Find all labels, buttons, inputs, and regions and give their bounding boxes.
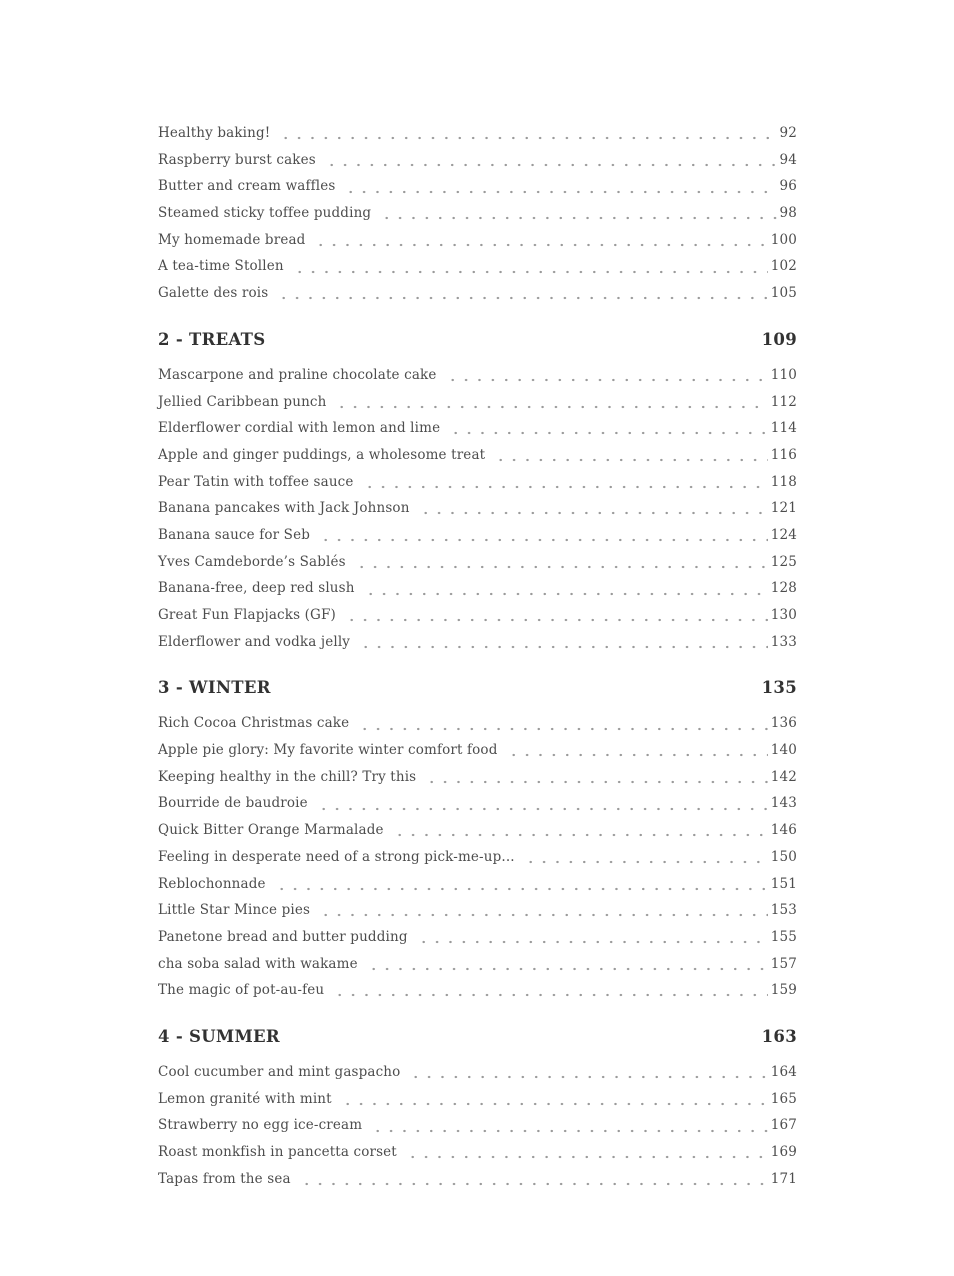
toc-entry-row: [158, 120, 797, 147]
entry-title: Healthy baking!: [158, 125, 271, 141]
section-page-number: 109: [761, 329, 797, 349]
entry-title: Strawberry no egg ice-cream: [158, 1117, 363, 1134]
entry-title: Banana pancakes with Jack Johnson: [158, 500, 410, 517]
toc-entry-row: [158, 817, 797, 844]
dot-leader-icon: [356, 710, 768, 737]
entry-page-number: 136: [770, 715, 797, 732]
dot-leader-icon: [277, 120, 776, 147]
entry-page-number: 164: [770, 1063, 797, 1080]
entry-title: Mascarpone and praline chocolate cake: [158, 366, 437, 383]
dot-leader-icon: [291, 253, 768, 280]
entry-page-number: 94: [779, 151, 797, 168]
dot-leader-icon: [365, 951, 768, 978]
section-heading-row: [158, 326, 797, 353]
entry-page-number: 155: [770, 928, 797, 945]
toc-entry-row: [158, 362, 797, 389]
section-title: 4 - SUMMER: [158, 1026, 280, 1046]
dot-leader-icon: [323, 147, 777, 174]
dot-leader-icon: [333, 389, 767, 416]
section-page-number: 163: [761, 1026, 797, 1046]
entry-page-number: 121: [770, 500, 797, 517]
entry-page-number: 153: [770, 902, 797, 919]
entry-title: Pear Tatin with toffee sauce: [158, 473, 354, 490]
entry-page-number: 157: [770, 955, 797, 972]
dot-leader-icon: [369, 1112, 768, 1139]
entry-title: Lemon granité with mint: [158, 1090, 332, 1107]
dot-leader-icon: [378, 200, 776, 227]
dot-leader-icon: [339, 1086, 768, 1113]
entry-title: Galette des rois: [158, 285, 269, 302]
toc-entry-row: [158, 549, 797, 576]
toc-entry-row: [158, 629, 797, 656]
entry-title: Banana-free, deep red slush: [158, 580, 355, 597]
dot-leader-icon: [407, 1059, 767, 1086]
dot-leader-icon: [423, 764, 768, 791]
entry-title: cha soba salad with wakame: [158, 955, 358, 972]
toc-entry-row: [158, 844, 797, 871]
dot-leader-icon: [343, 602, 768, 629]
entry-page-number: 125: [770, 553, 797, 570]
toc-entry-row: [158, 1086, 797, 1113]
entry-page-number: 142: [770, 768, 797, 785]
entry-title: Banana sauce for Seb: [158, 526, 311, 543]
toc-entry-row: [158, 522, 797, 549]
toc-entry-row: [158, 389, 797, 416]
dot-leader-icon: [342, 173, 776, 200]
toc-entry-row: [158, 495, 797, 522]
entry-page-number: 98: [779, 205, 797, 222]
entry-title: Apple and ginger puddings, a wholesome treat: [158, 446, 486, 463]
toc-entry-row: [158, 710, 797, 737]
dot-leader-icon: [298, 1166, 768, 1193]
dot-leader-icon: [444, 362, 768, 389]
entry-page-number: 100: [770, 231, 797, 248]
toc-entry-row: [158, 147, 797, 174]
toc-entry-row: [158, 764, 797, 791]
entry-page-number: 143: [770, 795, 797, 812]
entry-title: Great Fun Flapjacks (GF): [158, 607, 336, 623]
entry-page-number: 133: [770, 633, 797, 650]
toc-entry-row: [158, 790, 797, 817]
toc-entry-row: [158, 1059, 797, 1086]
toc-entry-row: [158, 951, 797, 978]
entry-title: My homemade bread: [158, 231, 306, 248]
dot-leader-icon: [447, 415, 768, 442]
entry-title: Roast monkfish in pancetta corset: [158, 1144, 397, 1160]
toc-entry-row: [158, 227, 797, 254]
dot-leader-icon: [275, 280, 767, 307]
dot-leader-icon: [273, 871, 768, 898]
dot-leader-icon: [522, 844, 768, 871]
dot-leader-icon: [492, 442, 768, 469]
entry-title: Feeling in desperate need of a strong pick-me-up...: [158, 848, 515, 865]
dot-leader-icon: [317, 522, 768, 549]
entry-page-number: 128: [770, 580, 797, 597]
entry-title: Tapas from the sea: [158, 1170, 291, 1187]
dot-leader-icon: [353, 549, 768, 576]
toc-entry-row: [158, 442, 797, 469]
entry-page-number: 114: [770, 420, 797, 437]
dot-leader-icon: [505, 737, 768, 764]
toc-entry-row: [158, 469, 797, 496]
toc-entry-row: [158, 200, 797, 227]
entry-title: Little Star Mince pies: [158, 902, 311, 919]
toc-entry-row: [158, 173, 797, 200]
dot-leader-icon: [315, 790, 768, 817]
entry-title: Butter and cream waffles: [158, 178, 336, 195]
toc-entry-row: [158, 737, 797, 764]
entry-page-number: 92: [779, 125, 797, 141]
entry-page-number: 110: [770, 366, 797, 383]
section-heading-row: [158, 674, 797, 701]
entry-title: Panetone bread and butter pudding: [158, 928, 408, 945]
entry-page-number: 151: [770, 875, 797, 892]
toc-entry-row: [158, 253, 797, 280]
toc-entry-row: [158, 280, 797, 307]
toc-entry-row: [158, 1166, 797, 1193]
entry-title: The magic of pot-au-feu: [158, 982, 325, 999]
dot-leader-icon: [391, 817, 768, 844]
toc-entry-row: [158, 924, 797, 951]
entry-title: Yves Camdeborde’s Sablés: [158, 553, 346, 570]
entry-title: Jellied Caribbean punch: [158, 393, 327, 410]
toc-entry-row: [158, 1139, 797, 1166]
entry-page-number: 167: [770, 1117, 797, 1134]
entry-title: Apple pie glory: My favorite winter comfort food: [158, 742, 498, 759]
entry-title: Reblochonnade: [158, 875, 266, 892]
dot-leader-icon: [317, 897, 768, 924]
toc-entry-row: [158, 415, 797, 442]
entry-title: Raspberry burst cakes: [158, 151, 316, 168]
entry-page-number: 150: [770, 848, 797, 865]
entry-title: Keeping healthy in the chill? Try this: [158, 768, 417, 785]
entry-page-number: 140: [770, 742, 797, 759]
toc-entry-row: [158, 1112, 797, 1139]
dot-leader-icon: [417, 495, 768, 522]
section-title: 3 - WINTER: [158, 678, 271, 698]
dot-leader-icon: [357, 629, 768, 656]
dot-leader-icon: [331, 977, 768, 1004]
entry-page-number: 130: [770, 607, 797, 623]
entry-title: Rich Cocoa Christmas cake: [158, 715, 350, 732]
dot-leader-icon: [404, 1139, 768, 1166]
entry-page-number: 169: [770, 1144, 797, 1160]
dot-leader-icon: [415, 924, 768, 951]
entry-title: Bourride de baudroie: [158, 795, 308, 812]
toc-entry-row: [158, 897, 797, 924]
entry-title: Elderflower and vodka jelly: [158, 633, 351, 650]
entry-page-number: 102: [770, 258, 797, 275]
entry-page-number: 118: [770, 473, 797, 490]
section-title: 2 - TREATS: [158, 329, 266, 349]
entry-page-number: 96: [779, 178, 797, 195]
entry-page-number: 159: [770, 982, 797, 999]
entry-page-number: 112: [770, 393, 797, 410]
toc-entry-row: [158, 871, 797, 898]
entry-title: A tea-time Stollen: [158, 258, 284, 275]
section-heading-row: [158, 1023, 797, 1050]
entry-title: Elderflower cordial with lemon and lime: [158, 420, 441, 437]
toc-entry-row: [158, 602, 797, 629]
dot-leader-icon: [361, 469, 768, 496]
dot-leader-icon: [362, 575, 768, 602]
entry-title: Steamed sticky toffee pudding: [158, 205, 372, 222]
entry-title: Quick Bitter Orange Marmalade: [158, 822, 384, 839]
entry-page-number: 146: [770, 822, 797, 839]
entry-page-number: 165: [770, 1090, 797, 1107]
toc-entry-row: [158, 977, 797, 1004]
dot-leader-icon: [312, 227, 767, 254]
table-of-contents: [158, 120, 797, 1192]
entry-page-number: 116: [770, 446, 797, 463]
entry-page-number: 105: [770, 285, 797, 302]
entry-page-number: 124: [770, 526, 797, 543]
entry-page-number: 171: [770, 1170, 797, 1187]
entry-title: Cool cucumber and mint gaspacho: [158, 1063, 401, 1080]
section-page-number: 135: [761, 678, 797, 698]
toc-entry-row: [158, 575, 797, 602]
